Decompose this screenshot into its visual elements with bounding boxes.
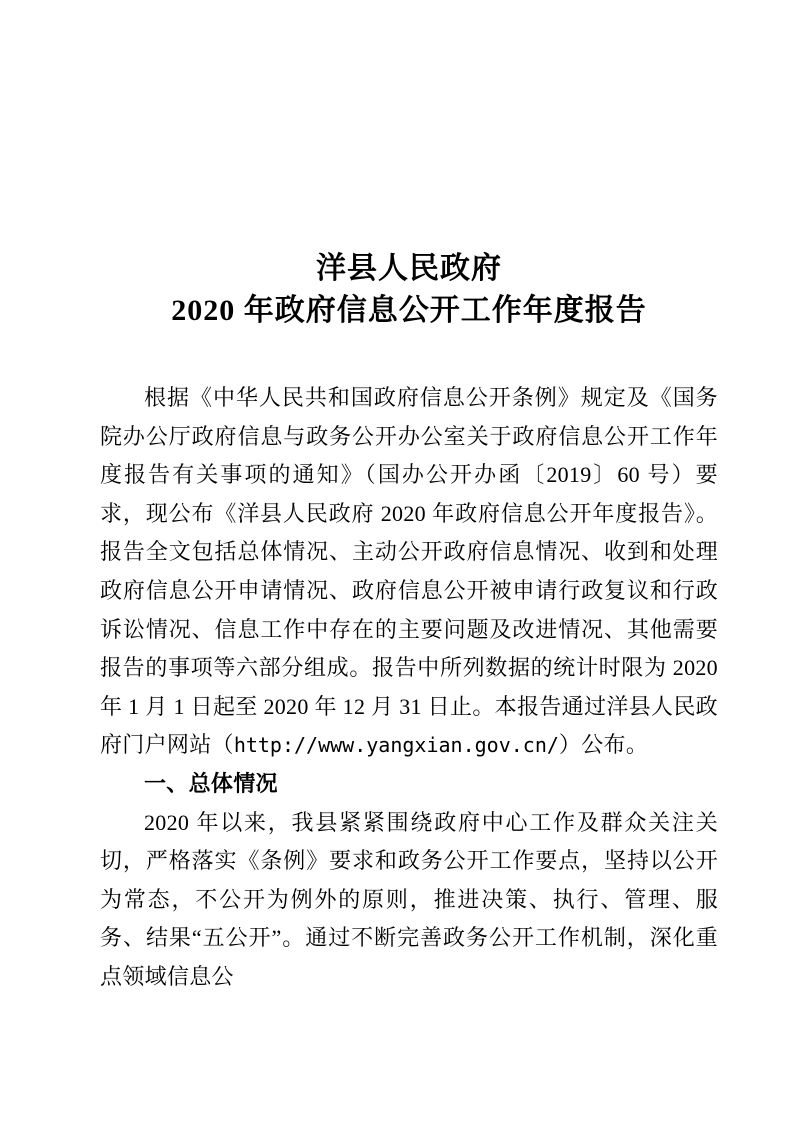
intro-text-before-url: 根据《中华人民共和国政府信息公开条例》规定及《国务院办公厅政府信息与政务公开办公室关于政府信息公开工作年度报告有关事项的通知》（国办公开办函〔2019〕60 号）要求，现公布《洋县人民政府 2020 年政府信息公开年度报告》。报告全文包括总体情况、主动公开政府信息情况、收到和处理政府信息公开申请情况、政府信息公开被申请行政复议和行政诉讼情况、信息工作中存在的主要问题及改进情况、其他需要报告的事项等六部分组成。报告中所列数据的统计时限为 2020 年 1 月 1 日起至 2020 年 12 月 31 日止。本报告通过洋县人民政府门户网站（	[100, 385, 718, 758]
document-title-line1: 洋县人民政府	[316, 252, 502, 285]
section-overall-situation-paragraph: 2020 年以来，我县紧紧围绕政府中心工作及群众关注关切，严格落实《条例》要求和政务公开工作要点，坚持以公开为常态，不公开为例外的原则，推进决策、执行、管理、服务、结果“五公开”。通过不断完善政务公开工作机制，深化重点领域信息公	[100, 809, 718, 989]
document-title-line2: 2020 年政府信息公开工作年度报告	[171, 294, 647, 327]
government-website-url: http://www.yangxian.gov.cn/	[233, 733, 559, 758]
document-content	[100, 248, 718, 997]
document-title	[100, 248, 718, 332]
intro-text-after-url: ）公布。	[558, 732, 649, 758]
intro-paragraph	[100, 379, 718, 765]
section-heading-overall-situation: 一、总体情况	[144, 770, 278, 796]
